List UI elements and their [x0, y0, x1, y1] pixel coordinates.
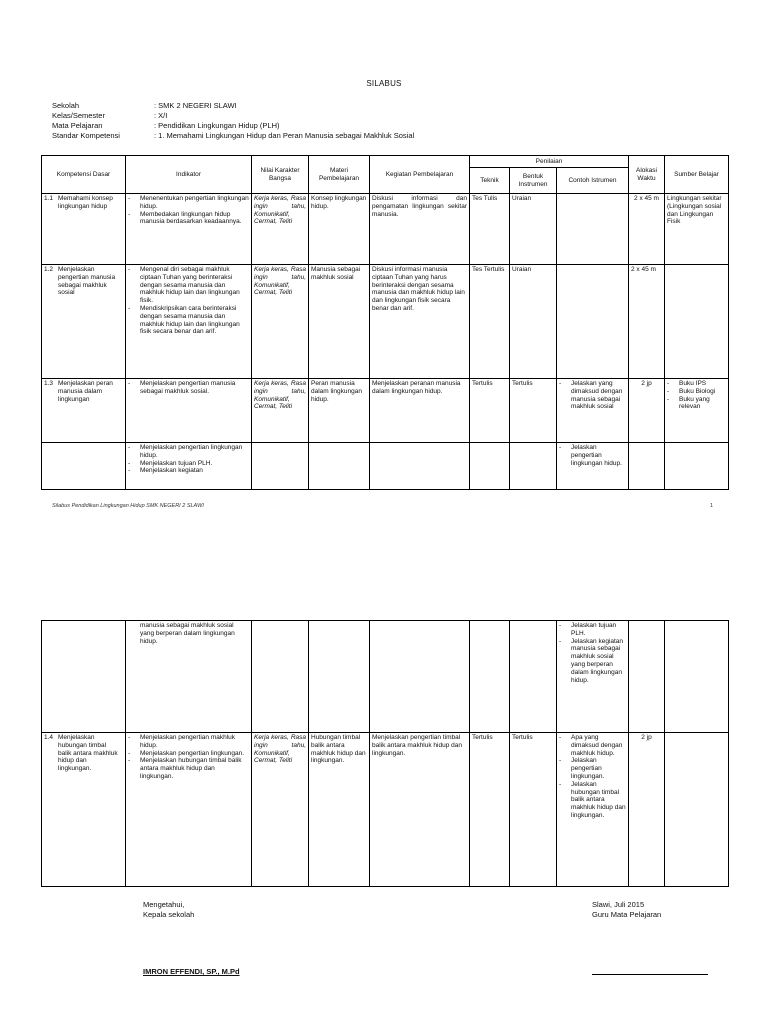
cell-indikator: [126, 265, 252, 379]
cell-teknik: Tes Tulis: [470, 194, 510, 265]
syllabus-table-continued: [41, 620, 729, 887]
list-item: - Menjelaskan hubungan timbal balik antara makhluk hidup dan lingkungan.: [128, 757, 249, 780]
cell-sumber: [665, 443, 729, 490]
list-item: - Buku yang relevan: [667, 396, 726, 412]
cell-alokasi: 2 x 45 m: [629, 265, 665, 379]
header-indikator: Indikator: [126, 156, 252, 194]
cell-alokasi: [629, 443, 665, 490]
kd-number: 1.4: [44, 734, 54, 741]
cell-bentuk: Uraian: [510, 194, 557, 265]
kd-text: Menjelaskan pengertian manusia sebagai makhluk sosial: [58, 266, 116, 297]
cell-kd: [42, 733, 126, 887]
syllabus-table: [41, 155, 729, 490]
signature-right: [592, 900, 661, 920]
list-item: - Menjelaskan pengertian lingkungan hidup.: [128, 444, 249, 460]
list-item: - Mengenal diri sebagai makhluk ciptaan Tuhan yang berinteraksi dengan sesama manusia dan makhluk hidup lain dan lingkungan fisik.: [128, 266, 249, 305]
meta-label: Sekolah: [52, 101, 80, 110]
sign-principal-title: Kepala sekolah: [143, 910, 195, 919]
cell-materi: [309, 443, 370, 490]
list-item: - Membedakan lingkungan hidup manusia berdasarkan keadaannya.: [128, 211, 249, 227]
meta-value: : Pendidikan Lingkungan Hidup (PLH): [154, 121, 280, 130]
footer-note: Silabus Pendidikan Lingkungan Hidup SMK NEGERI 2 SLAWI: [52, 503, 204, 509]
meta-row-standard: [52, 131, 414, 141]
meta-label: Standar Kompetensi: [52, 131, 120, 140]
principal-name: IMRON EFFENDI, SP., M.Pd: [143, 967, 240, 976]
cell-teknik: Tertulis: [470, 379, 510, 443]
meta-row-class: [52, 111, 414, 121]
cell-indikator: [126, 379, 252, 443]
cell-sumber: Lingkungan sekitar (Lingkungan sosial dan Lingkungan Fisik: [665, 194, 729, 265]
list-item: - Jelaskan tujuan PLH.: [559, 622, 626, 638]
cell-teknik: Tes Tertulis: [470, 265, 510, 379]
page-2: [0, 520, 768, 1024]
sign-teacher-title: Guru Mata Pelajaran: [592, 910, 662, 919]
cell-kegiatan: [370, 621, 470, 733]
kd-number: 1.2: [44, 266, 54, 273]
cell-materi: [309, 621, 370, 733]
cell-kegiatan: Diskusi informasi dan pengamatan lingkungan sekitar manusia.: [370, 194, 470, 265]
cell-nilai: Kerja keras, Rasa ingin tahu, Komunikatif, Cermat, Teliti: [252, 194, 309, 265]
cell-sumber: [665, 379, 729, 443]
sign-acknowledged: Mengetahui,: [143, 900, 185, 909]
cell-bentuk: [510, 621, 557, 733]
document-title: SILABUS: [366, 79, 402, 88]
cell-nilai: Kerja keras, Rasa ingin tahu, Komunikatif, Cermat, Teliti: [252, 379, 309, 443]
header-penilaian: Penilaian: [470, 156, 629, 168]
meta-row-subject: [52, 121, 414, 131]
page-number: 1: [709, 503, 713, 509]
list-item: - Menjelaskan pengertian lingkungan.: [128, 750, 249, 758]
meta-value: : X/I: [154, 111, 168, 120]
header-kegiatan: Kegiatan Pembelajaran: [370, 156, 470, 194]
list-item: - Jelaskan pengertian lingkungan hidup.: [559, 444, 626, 467]
cell-sumber: [665, 265, 729, 379]
cell-sumber: [665, 621, 729, 733]
cell-indikator: [126, 621, 252, 733]
cell-nilai: Kerja keras, Rasa ingin tahu, Komunikatif, Cermat, Teliti: [252, 265, 309, 379]
cell-materi: Konsep lingkungan hidup.: [309, 194, 370, 265]
header-sumber: Sumber Belajar: [665, 156, 729, 194]
sign-place-date: Slawi, Juli 2015: [592, 900, 645, 909]
cell-bentuk: [510, 443, 557, 490]
cell-contoh: [557, 379, 629, 443]
kd-text: Menjelaskan hubungan timbal balik antara makhluk hidup dan lingkungan.: [58, 734, 118, 773]
table-row: [42, 733, 729, 887]
header-materi: Materi Pembelajaran: [309, 156, 370, 194]
table-row: [42, 265, 729, 379]
cell-kegiatan: Menjelaskan peranan manusia dalam lingkungan hidup.: [370, 379, 470, 443]
meta-value: : SMK 2 NEGERI SLAWI: [154, 101, 237, 110]
meta-label: Kelas/Semester: [52, 111, 105, 120]
cell-nilai: Kerja keras, Rasa ingin tahu, Komunikatif, Cermat, Teliti: [252, 733, 309, 887]
table-row: [42, 443, 729, 490]
meta-value: : 1. Memahami Lingkungan Hidup dan Peran Manusia sebagai Makhluk Sosial: [154, 131, 415, 140]
header-alokasi: Alokasi Waktu: [629, 156, 665, 194]
list-item: - Menenentukan pengertian lingkungan hidup.: [128, 195, 249, 211]
cell-materi: Peran manusia dalam lingkungan hidup.: [309, 379, 370, 443]
kd-number: 1.1: [44, 195, 54, 202]
header-bentuk: Bentuk Instrumen: [510, 168, 557, 194]
cell-teknik: [470, 443, 510, 490]
kd-number: 1.3: [44, 380, 54, 387]
cell-bentuk: Uraian: [510, 265, 557, 379]
cell-contoh: [557, 194, 629, 265]
signature-line: [592, 974, 708, 975]
cell-alokasi: 2 jp: [629, 733, 665, 887]
list-item: - Mendiskripsikan cara berinteraksi dengan sesama manusia dan makhluk hidup lain dan lingkungan fisik secara benar dan arif.: [128, 305, 249, 336]
cell-kd: [42, 443, 126, 490]
kd-text: Memahami konsep lingkungan hidup: [58, 195, 113, 210]
cell-materi: Hubungan timbal balik antara makhluk hidup dan lingkungan.: [309, 733, 370, 887]
list-item: - Apa yang dimaksud dengan makhluk hidup.: [559, 734, 626, 757]
header-teknik: Teknik: [470, 168, 510, 194]
cell-sumber: [665, 733, 729, 887]
list-item: - Buku IPS: [667, 380, 726, 388]
list-item: - Jelaskan kegiatan manusia sebagai makhluk sosial yang berperan dalam lingkungan hidup.: [559, 638, 626, 685]
cell-contoh: [557, 733, 629, 887]
cell-alokasi: [629, 621, 665, 733]
cell-contoh: [557, 443, 629, 490]
cell-bentuk: Tertulis: [510, 379, 557, 443]
cell-bentuk: Tertulis: [510, 733, 557, 887]
list-item: - Menjelaskan pengertian manusia sebagai makhluk sosial.: [128, 380, 249, 396]
cell-alokasi: 2 x 45 m: [629, 194, 665, 265]
cell-indikator: [126, 443, 252, 490]
cell-kegiatan: Diskusi informasi manusia ciptaan Tuhan yang harus berinteraksi dengan sesama manusia dan makhluk hidup lain dan lingkungan fisik secara benar dan arif.: [370, 265, 470, 379]
cell-nilai: [252, 621, 309, 733]
list-item: - Buku Biologi: [667, 388, 726, 396]
cell-teknik: [470, 621, 510, 733]
header-nilai: Nilai Karakter Bangsa: [252, 156, 309, 194]
list-item: - Jelaskan yang dimaksud dengan manusia sebagai makhluk sosial: [559, 380, 626, 411]
meta-row-school: [52, 101, 414, 111]
list-item: - Jelaskan hubungan timbal balik antara makhluk hidup dan lingkungan.: [559, 781, 626, 820]
header-contoh: Contoh Istrumen: [557, 168, 629, 194]
table-row: [42, 379, 729, 443]
cell-contoh: [557, 621, 629, 733]
signature-left: [143, 900, 194, 920]
cell-kd: [42, 194, 126, 265]
cell-indikator: [126, 733, 252, 887]
cell-kd: [42, 265, 126, 379]
list-item: - Menjelaskan pengertian makhluk hidup.: [128, 734, 249, 750]
cell-alokasi: 2 jp: [629, 379, 665, 443]
list-item: - Menjelaskan tujuan PLH.: [128, 460, 249, 468]
list-item: - Jelaskan pengertian lingkungan.: [559, 757, 626, 780]
table-row: [42, 621, 729, 733]
list-item: manusia sebagai makhluk sosial yang berperan dalam lingkungan hidup.: [140, 622, 235, 645]
table-row: [42, 194, 729, 265]
cell-nilai: [252, 443, 309, 490]
cell-indikator: [126, 194, 252, 265]
meta-label: Mata Pelajaran: [52, 121, 103, 130]
header-kd: Kompetensi Dasar: [42, 156, 126, 194]
cell-materi: Manusia sebagai makhluk sosial: [309, 265, 370, 379]
cell-kd: [42, 621, 126, 733]
cell-contoh: [557, 265, 629, 379]
cell-kd: [42, 379, 126, 443]
cell-teknik: Tertulis: [470, 733, 510, 887]
identity-block: [52, 101, 414, 141]
cell-kegiatan: Menjelaskan pengertian timbal balik antara makhluk hidup dan lingkungan.: [370, 733, 470, 887]
kd-text: Menjelaskan peran manusia dalam lingkungan: [58, 380, 113, 403]
list-item: - Menjelaskan kegiatan: [128, 467, 249, 475]
cell-kegiatan: [370, 443, 470, 490]
